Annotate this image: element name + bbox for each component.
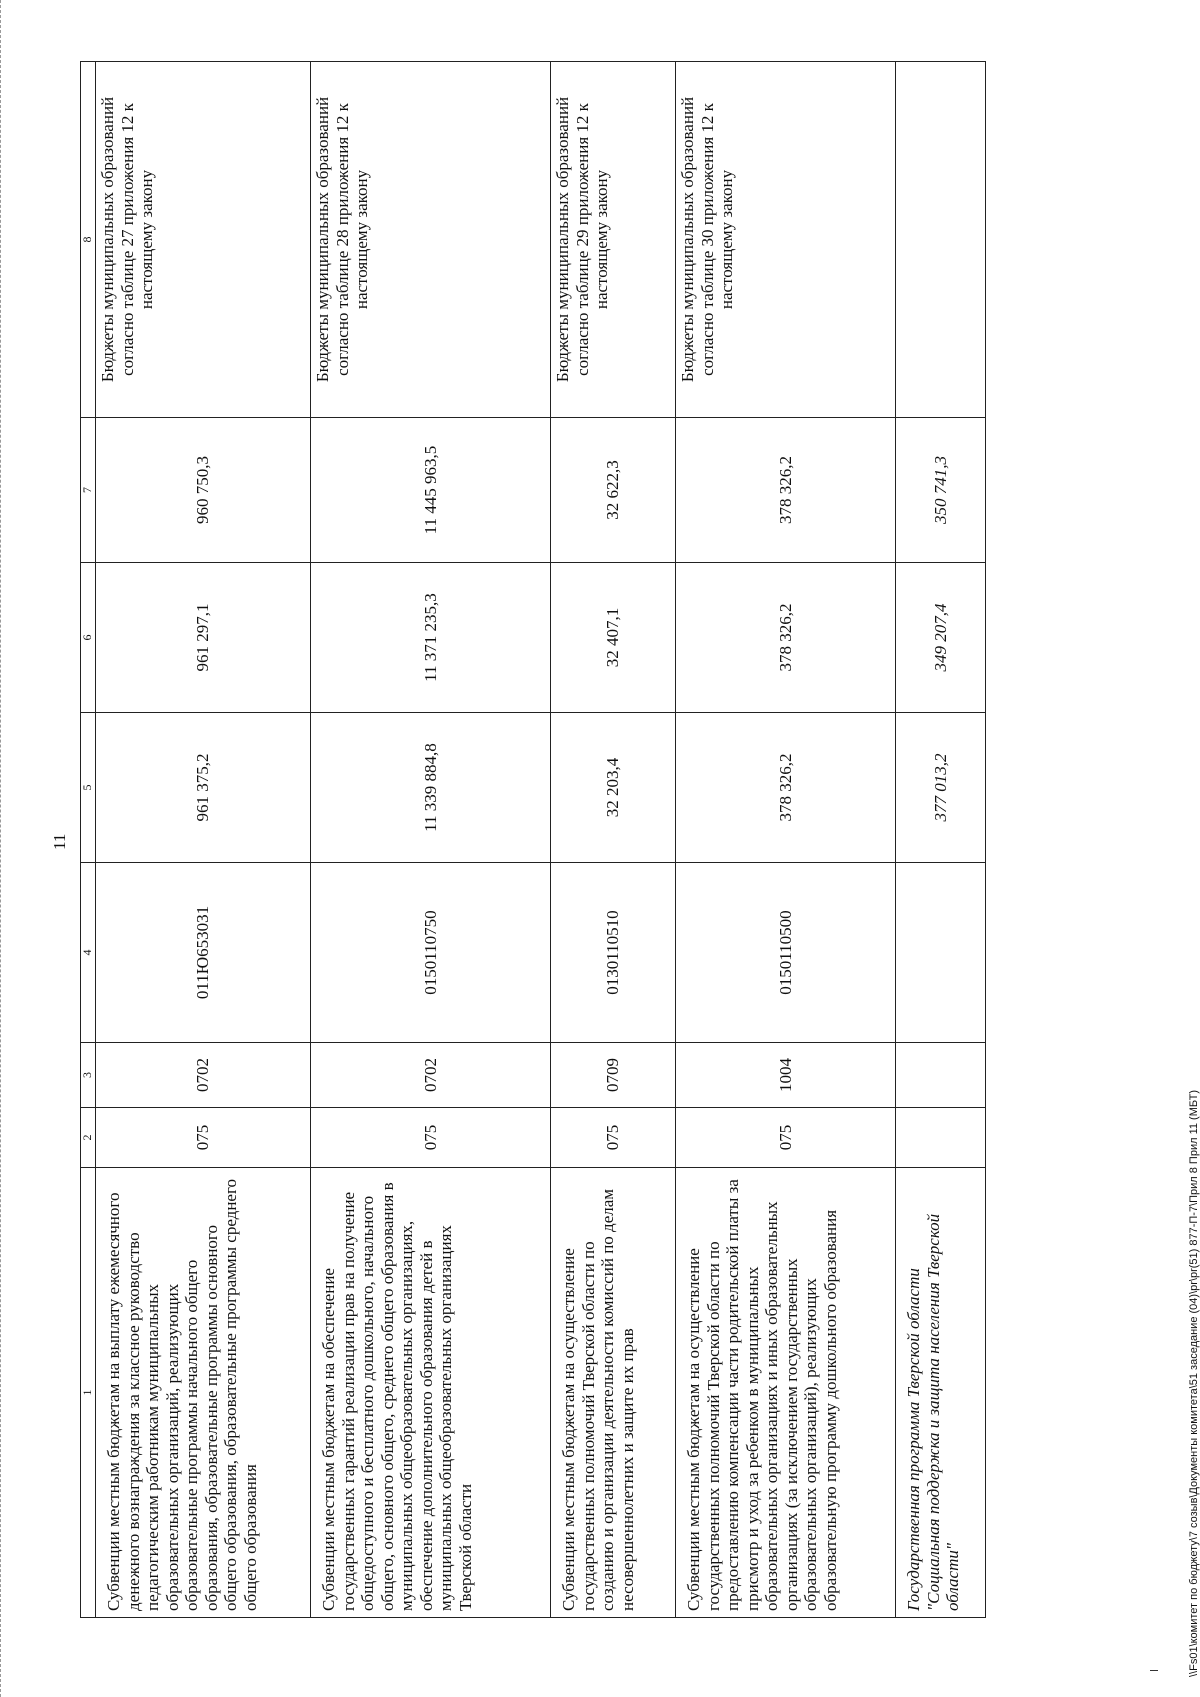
target-code: 0150110750 (311, 863, 551, 1043)
scan-left-edge (0, 0, 4, 1697)
row-description: Субвенции местным бюджетам на осуществление государственных полномочий Тверской области по созданию и организации деятельности комиссий по делам несовершеннолетних и защите их прав (551, 1168, 676, 1618)
amount-year-3: 960 750,3 (96, 418, 311, 563)
recipient-budgets: Бюджеты муниципальных образований согласно таблице 28 приложения 12 к настоящему закону (311, 62, 551, 418)
amount-year-1: 961 375,2 (96, 713, 311, 863)
amount-year-3: 378 326,2 (676, 418, 896, 563)
empty-cell (896, 1043, 986, 1108)
empty-cell (896, 1108, 986, 1168)
program-amount-year-2: 349 207,4 (896, 563, 986, 713)
column-header: 5 (81, 713, 96, 863)
ministry-code: 075 (676, 1108, 896, 1168)
budget-table-rotated (80, 62, 986, 1618)
column-header: 4 (81, 863, 96, 1043)
scan-mark (1150, 1670, 1158, 1671)
amount-year-3: 11 445 963,5 (311, 418, 551, 563)
column-header: 8 (81, 62, 96, 418)
program-total-row (896, 62, 986, 1618)
table-row (311, 62, 551, 1618)
row-description: Субвенции местным бюджетам на осуществление государственных полномочий Тверской области по предоставлению компенсации части родительской платы за присмотр и уход за ребенком в муниципальных образовательных организациях и иных образовательных организациях (за исключением государственных образовательных организаций), реализующих образовательную программу дошкольного образования (676, 1168, 896, 1618)
recipient-budgets: Бюджеты муниципальных образований согласно таблице 27 приложения 12 к настоящему закону (96, 62, 311, 418)
section-code: 0709 (551, 1043, 676, 1108)
amount-year-1: 378 326,2 (676, 713, 896, 863)
row-description: Субвенции местным бюджетам на выплату ежемесячного денежного вознаграждения за классное руководство педагогическим работникам муниципальных образовательных организаций, реализующих образовательные программы начального общего образования, образовательные программы основного общего образования, образовательные программы среднего общего образования (96, 1168, 311, 1618)
amount-year-2: 11 371 235,3 (311, 563, 551, 713)
budget-table (80, 61, 986, 1618)
target-code: 0150110500 (676, 863, 896, 1043)
amount-year-1: 32 203,4 (551, 713, 676, 863)
empty-cell (896, 62, 986, 418)
ministry-code: 075 (311, 1108, 551, 1168)
column-header: 2 (81, 1108, 96, 1168)
amount-year-3: 32 622,3 (551, 418, 676, 563)
column-header: 6 (81, 563, 96, 713)
target-code: 011Ю653031 (96, 863, 311, 1043)
amount-year-2: 378 326,2 (676, 563, 896, 713)
ministry-code: 075 (551, 1108, 676, 1168)
amount-year-1: 11 339 884,8 (311, 713, 551, 863)
row-description: Субвенции местным бюджетам на обеспечение государственных гарантий реализации прав на получение общедоступного и бесплатного дошкольного, начального общего, основного общего, среднего общего образования в муниципальных общеобразовательных организациях, обеспечение дополнительного образования детей в муниципальных общеобразовательных организациях Тверской области (311, 1168, 551, 1618)
target-code: 0130110510 (551, 863, 676, 1043)
program-amount-year-3: 350 741,3 (896, 418, 986, 563)
section-code: 1004 (676, 1043, 896, 1108)
table-header-row (81, 62, 96, 1618)
recipient-budgets: Бюджеты муниципальных образований согласно таблице 29 приложения 12 к настоящему закону (551, 62, 676, 418)
ministry-code: 075 (96, 1108, 311, 1168)
empty-cell (896, 863, 986, 1043)
table-row (96, 62, 311, 1618)
column-header: 3 (81, 1043, 96, 1108)
table-row (551, 62, 676, 1618)
amount-year-2: 961 297,1 (96, 563, 311, 713)
section-code: 0702 (96, 1043, 311, 1108)
footer-file-path: \\Fs01\комитет по бюджету\7 созыв\Документы комитета\51 заседание (04)\pr\pr(51) 877-П-7\Прил 8 Прил 11 (МБТ) (1188, 1090, 1200, 1677)
page-number: 11 (50, 833, 69, 850)
column-header: 7 (81, 418, 96, 563)
recipient-budgets: Бюджеты муниципальных образований согласно таблице 30 приложения 12 к настоящему закону (676, 62, 896, 418)
amount-year-2: 32 407,1 (551, 563, 676, 713)
program-amount-year-1: 377 013,2 (896, 713, 986, 863)
program-title: Государственная программа Тверской области "Социальная поддержка и защита населения Тверской области" (896, 1168, 986, 1618)
table-row (676, 62, 896, 1618)
column-header: 1 (81, 1168, 96, 1618)
section-code: 0702 (311, 1043, 551, 1108)
